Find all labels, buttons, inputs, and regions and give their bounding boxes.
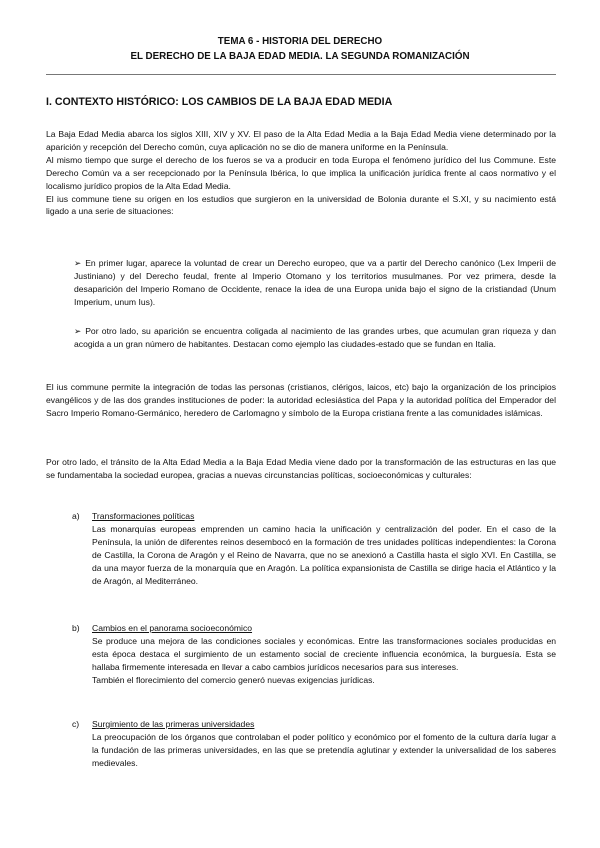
section-title: I. CONTEXTO HISTÓRICO: LOS CAMBIOS DE LA BAJA EDAD MEDIA (46, 96, 393, 108)
bullet-item (74, 325, 556, 351)
list-item-body: Las monarquías europeas emprenden un camino hacia la unificación y centralización del poder. En el caso de la Península, la unión de diferentes reinos desembocó en la formación de tres unidades políticas independientes: la Corona de Castilla, la Corona de Aragón y el Reino de Navarra, que no se anexionó a Castilla hasta el siglo XVI. En Castilla, se da una mayor fuerza de la monarquía que en Aragón. La política expansionista de Castilla se dirige hacia el Atlántico y la de Aragón, al Mediterráneo. (92, 523, 556, 586)
document-header-title: EL DERECHO DE LA BAJA EDAD MEDIA. LA SEGUNDA ROMANIZACIÓN (130, 51, 470, 62)
list-item-universities (72, 718, 556, 770)
paragraph-text: La Baja Edad Media abarca los siglos XIII, XIV y XV. El paso de la Alta Edad Media a la Baja Edad Media viene determinado por la aparición y recepción del Derecho común, cuya aplicación no se dio de manera uniforme en la Península. (46, 129, 556, 152)
document-header-topic: TEMA 6 - HISTORIA DEL DERECHO (217, 36, 383, 47)
list-item-title: Transformaciones políticas (92, 511, 195, 521)
list-item-title: Surgimiento de las primeras universidades (92, 719, 255, 729)
bullet-text: En primer lugar, aparece la voluntad de crear un Derecho europeo, que va a partir del Derecho canónico (Lex Imperii de Justiniano) y del Derecho feudal, frente al Imperio Otomano y los territorios musulmanes. Por vez primera, desde la desaparición del Imperio Romano de Occidente, renace la idea de una Europa unida bajo el signo de la cristiandad (Unum Imperium, unum Ius). (74, 258, 556, 307)
list-item-body: Se produce una mejora de las condiciones sociales y económicas. Entre las transformaciones sociales producidas en esta época destaca el surgimiento de un estamento social de creciente influencia económica, la burguesía. Esta se hallaba firmemente interesada en llevar a cabo cambios jurídicos necesarios para sus intereses. (92, 635, 556, 672)
bullet-text: Por otro lado, su aparición se encuentra coligada al nacimiento de las grandes urbes, que acumulan gran riqueza y dan acogida a un gran número de habitantes. Destacan como ejemplo las ciudades-estado que se fundan en Italia. (74, 326, 556, 349)
list-marker: b) (72, 623, 80, 633)
list-marker: c) (72, 719, 80, 729)
list-item-political (72, 510, 556, 587)
arrow-bullet-icon: ➢ (74, 326, 82, 336)
arrow-bullet-icon: ➢ (74, 258, 82, 268)
list-item-socioeconomic (72, 622, 556, 687)
body-paragraph: Por otro lado, el tránsito de la Alta Edad Media a la Baja Edad Media viene dado por la transformación de las estructuras en las que se fundamentaba la sociedad europea, gracias a nuevas circunstancias políticas, socioeconómicas y culturales: (46, 457, 556, 480)
paragraph-text: Al mismo tiempo que surge el derecho de los fueros se va a producir en toda Europa el fenómeno jurídico del Ius Commune. Este Derecho Común va a ser recepcionado por la Península Ibérica, lo que implica la unificación jurídica frente al caos normativo y el localismo jurídico propios de la Alta Edad Media. (46, 154, 556, 191)
list-item-title: Cambios en el panorama socioeconómico (92, 623, 253, 633)
paragraph-text: El ius commune tiene su origen en los estudios que surgieron en la universidad de Bolonia durante el S.XI, y su nacimiento está ligado a una serie de situaciones: (46, 193, 556, 217)
bullet-item (74, 257, 556, 309)
intro-paragraph (46, 128, 556, 218)
body-paragraph: El ius commune permite la integración de todas las personas (cristianos, clérigos, laicos, etc) bajo la organización de los principios evangélicos y de las dos grandes instituciones de poder: la autoridad eclesiástica del Papa y la autoridad política del Emperador del Sacro Imperio Romano-Germánico, heredero de Carlomagno y símbolo de la Europa cristiana frente a las comunidades islámicas. (46, 382, 556, 418)
list-marker: a) (72, 511, 80, 521)
list-item-body: También el florecimiento del comercio generó nuevas exigencias jurídicas. (92, 674, 375, 685)
list-item-body: La preocupación de los órganos que controlaban el poder político y económico por el fomento de la cultura daría lugar a la fundación de las primeras universidades, en las que se pretendía aglutinar y extender la universalidad de los saberes medievales. (92, 731, 556, 768)
header-divider (46, 74, 556, 75)
